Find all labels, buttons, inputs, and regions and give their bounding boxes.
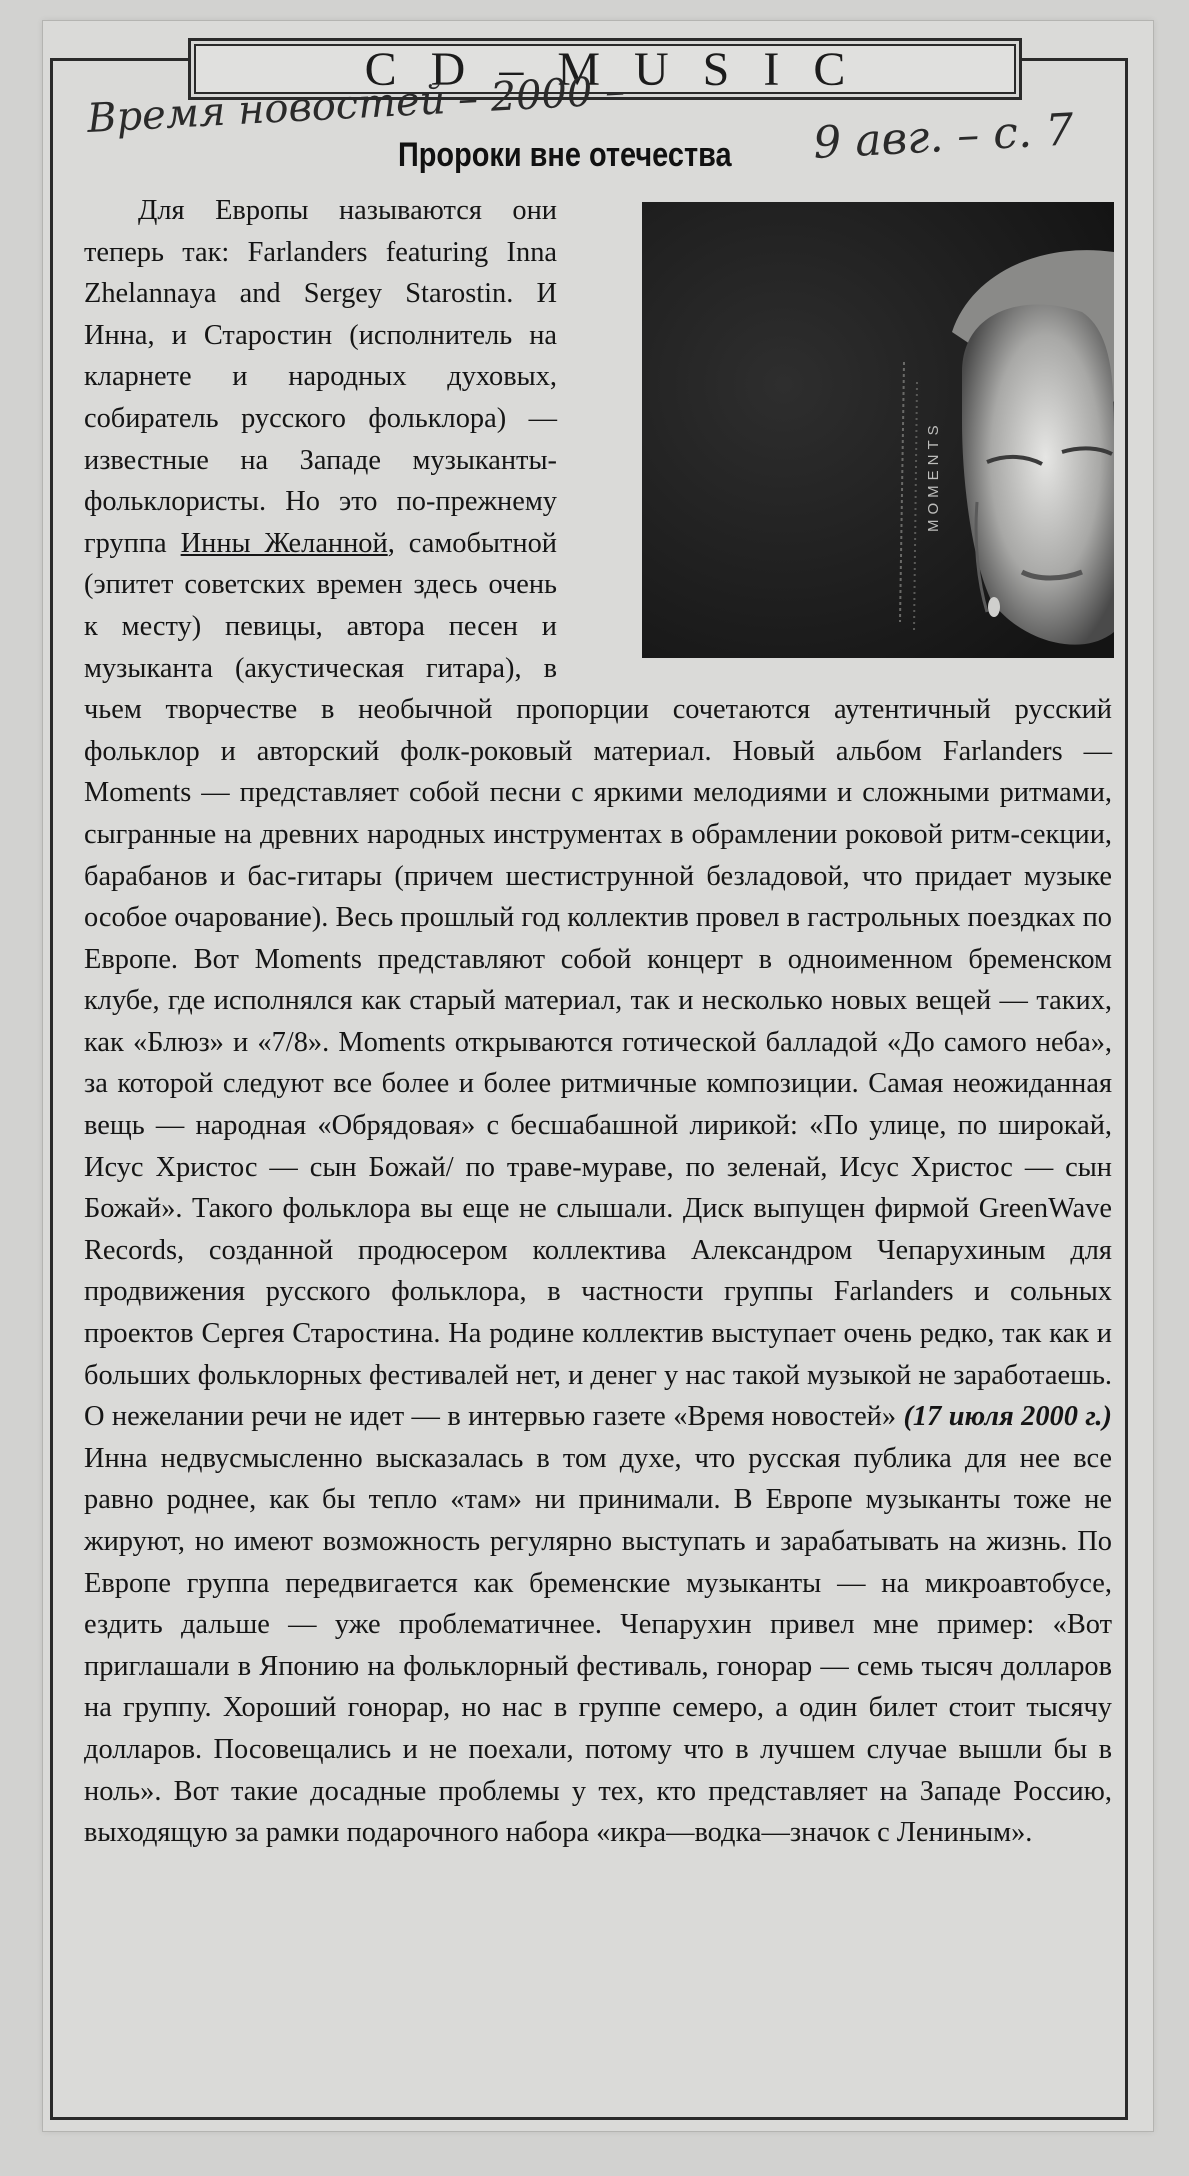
article-text-part-2: , самобытной (эпитет советских времен здесь очень к месту) певицы, автора песен и музыканта (акустическая гитара), в чьем творчестве в необычной пропорции сочетаются аутентичный русский фольклор и авторский фолк-роковый материал. Новый альбом Farlanders — Moments — представляет собой песни с яркими мелодиями и сложными ритмами, сыгранные на древних народных инструментах в обрамлении роковой ритм-секции, барабанов и бас-гитары (причем шестиструнной безладовой, что придает музыке особое очарование). Весь прошлый год коллектив провел в гастрольных поездках по Европе. Вот Moments представляют собой концерт в одноименном бременском клубе, где исполнялся как старый материал, так и несколько новых вещей — таких, как «Блюз» и «7/8». Moments открываются готической балладой «До самого неба», за которой следуют все более и более ритмичные композиции. Самая неожиданная вещь — народная «Обрядовая» с бесшабашной лирикой: «По улице, по широкай, Исус Христос — сын Божай/ по траве-мураве, по зеленай, Исус Христос — сын Божай». Такого фольклора вы еще не слышали. Диск выпущен фирмой GreenWave Records, созданной продюсером коллектива Александром Чепарухиным для продвижения русского фольклора, в частности группы Farlanders и сольных проектов Сергея Старостина. На родине коллектив выступает очень редко, так как и больших фольклорных фестивалей нет, и денег у нас такой музыкой не заработаешь. О нежелании речи не идет — в интервью газете «Время новостей»: [84, 527, 1112, 1433]
singer-name-link: Инны Желанной: [180, 527, 388, 559]
handwritten-source: Время новостей – 2000 –: [86, 67, 627, 142]
handwritten-date-page: 9 авг. – с. 7: [812, 104, 1075, 169]
photo-spacer: [557, 190, 1112, 654]
article-headline: Пророки вне отечества: [398, 136, 732, 174]
interview-date-reference: (17 июля 2000 г.): [903, 1401, 1112, 1433]
cover-title-text: MOMENTS: [925, 420, 942, 532]
article-text-part-3: Инна недвусмысленно высказалась в том духе, что русская публика для нее все равно роднее, как бы тепло «там» ни принимали. В Европе музыканты тоже не жируют, но имеют возможность регулярно выступать и зарабатывать на жизнь. По Европе группа передвигается как бременские музыканты — на микроавтобусе, ездить дальше — уже проблематичнее. Чепарухин привел мне пример: «Вот приглашали в Японию на фольклорный фестиваль, гонорар — семь тысяч долларов на группу. Хороший гонорар, но нас в группе семеро, а один билет стоит тысячу долларов. Посовещались и не поехали, потому что в лучшем случае вышли бы в ноль». Вот такие досадные проблемы у тех, кто представляет на Западе Россию, выходящую за рамки подарочного набора «икра—водка—значок с Лениным».: [84, 1442, 1112, 1849]
article-body: [84, 190, 1112, 1854]
section-title: CD–MUSIC: [364, 42, 880, 96]
article-text-part-1: Для Европы называются они теперь так: Farlanders featuring Inna Zhelannaya and Sergey Starostin. И Инна, и Старостин (исполнитель на кларнете и народных духовых, собиратель русского фольклора) — известные на Западе музыканты-фольклористы. Но это по-прежнему группа: [84, 195, 557, 559]
